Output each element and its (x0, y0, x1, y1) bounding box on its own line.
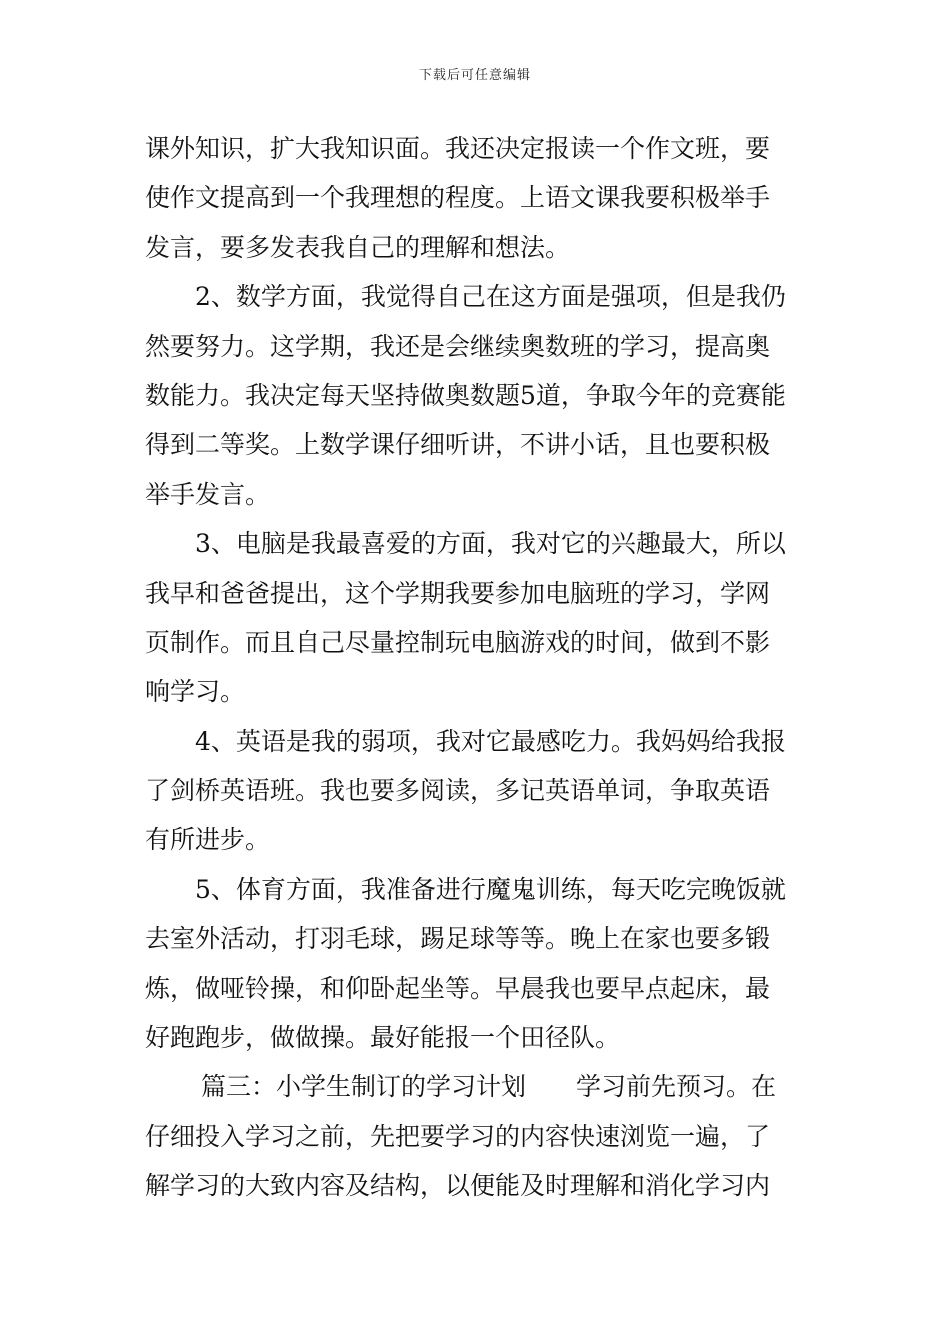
text-line: 好跑跑步，做做操。最好能报一个田径队。 (145, 1023, 621, 1053)
text-line: 数能力。我决定每天坚持做奥数题5道，争取今年的竞赛能 (145, 380, 786, 410)
text-line: 解学习的大致内容及结构，以便能及时理解和消化学习内 (145, 1171, 771, 1201)
document-body (145, 124, 813, 1211)
text-line: 去室外活动，打羽毛球，踢足球等等。晚上在家也要多锻 (145, 924, 771, 954)
text-line: 炼，做哑铃操，和仰卧起坐等。早晨我也要早点起床，最 (145, 973, 771, 1003)
text-line: 有所进步。 (145, 825, 271, 855)
paragraph-start-line: 3、电脑是我最喜爱的方面，我对它的兴趣最大，所以 (195, 529, 786, 559)
page-header: 下载后可任意编辑 (418, 68, 531, 83)
text-line: 发言，要多发表我自己的理解和想法。 (145, 232, 571, 262)
text-line: 得到二等奖。上数学课仔细听讲，不讲小话，且也要积极 (145, 430, 771, 460)
text-line: 然要努力。这学期，我还是会继续奥数班的学习，提高奥 (145, 331, 771, 361)
paragraph-start-line: 5、体育方面，我准备进行魔鬼训练，每天吃完晚饭就 (195, 874, 786, 904)
text-line: 仔细投入学习之前，先把要学习的内容快速浏览一遍，了 (145, 1121, 771, 1151)
text-line: 课外知识，扩大我知识面。我还决定报读一个作文班，要 (145, 134, 771, 163)
text-line: 响学习。 (145, 677, 246, 707)
text-line: 页制作。而且自己尽量控制玩电脑游戏的时间，做到不影 (145, 627, 771, 657)
section-heading-line: 篇三：小学生制订的学习计划 学习前先预习。在 (201, 1072, 777, 1102)
paragraph-start-line: 4、英语是我的弱项，我对它最感吃力。我妈妈给我报 (195, 726, 786, 756)
paragraph-start-line: 2、数学方面，我觉得自己在这方面是强项，但是我仍 (195, 282, 786, 312)
text-line: 举手发言。 (145, 479, 271, 509)
text-line: 了剑桥英语班。我也要多阅读，多记英语单词，争取英语 (145, 776, 771, 806)
text-line: 使作文提高到一个我理想的程度。上语文课我要积极举手 (145, 183, 771, 213)
text-line: 我早和爸爸提出，这个学期我要参加电脑班的学习，学网 (145, 578, 771, 608)
